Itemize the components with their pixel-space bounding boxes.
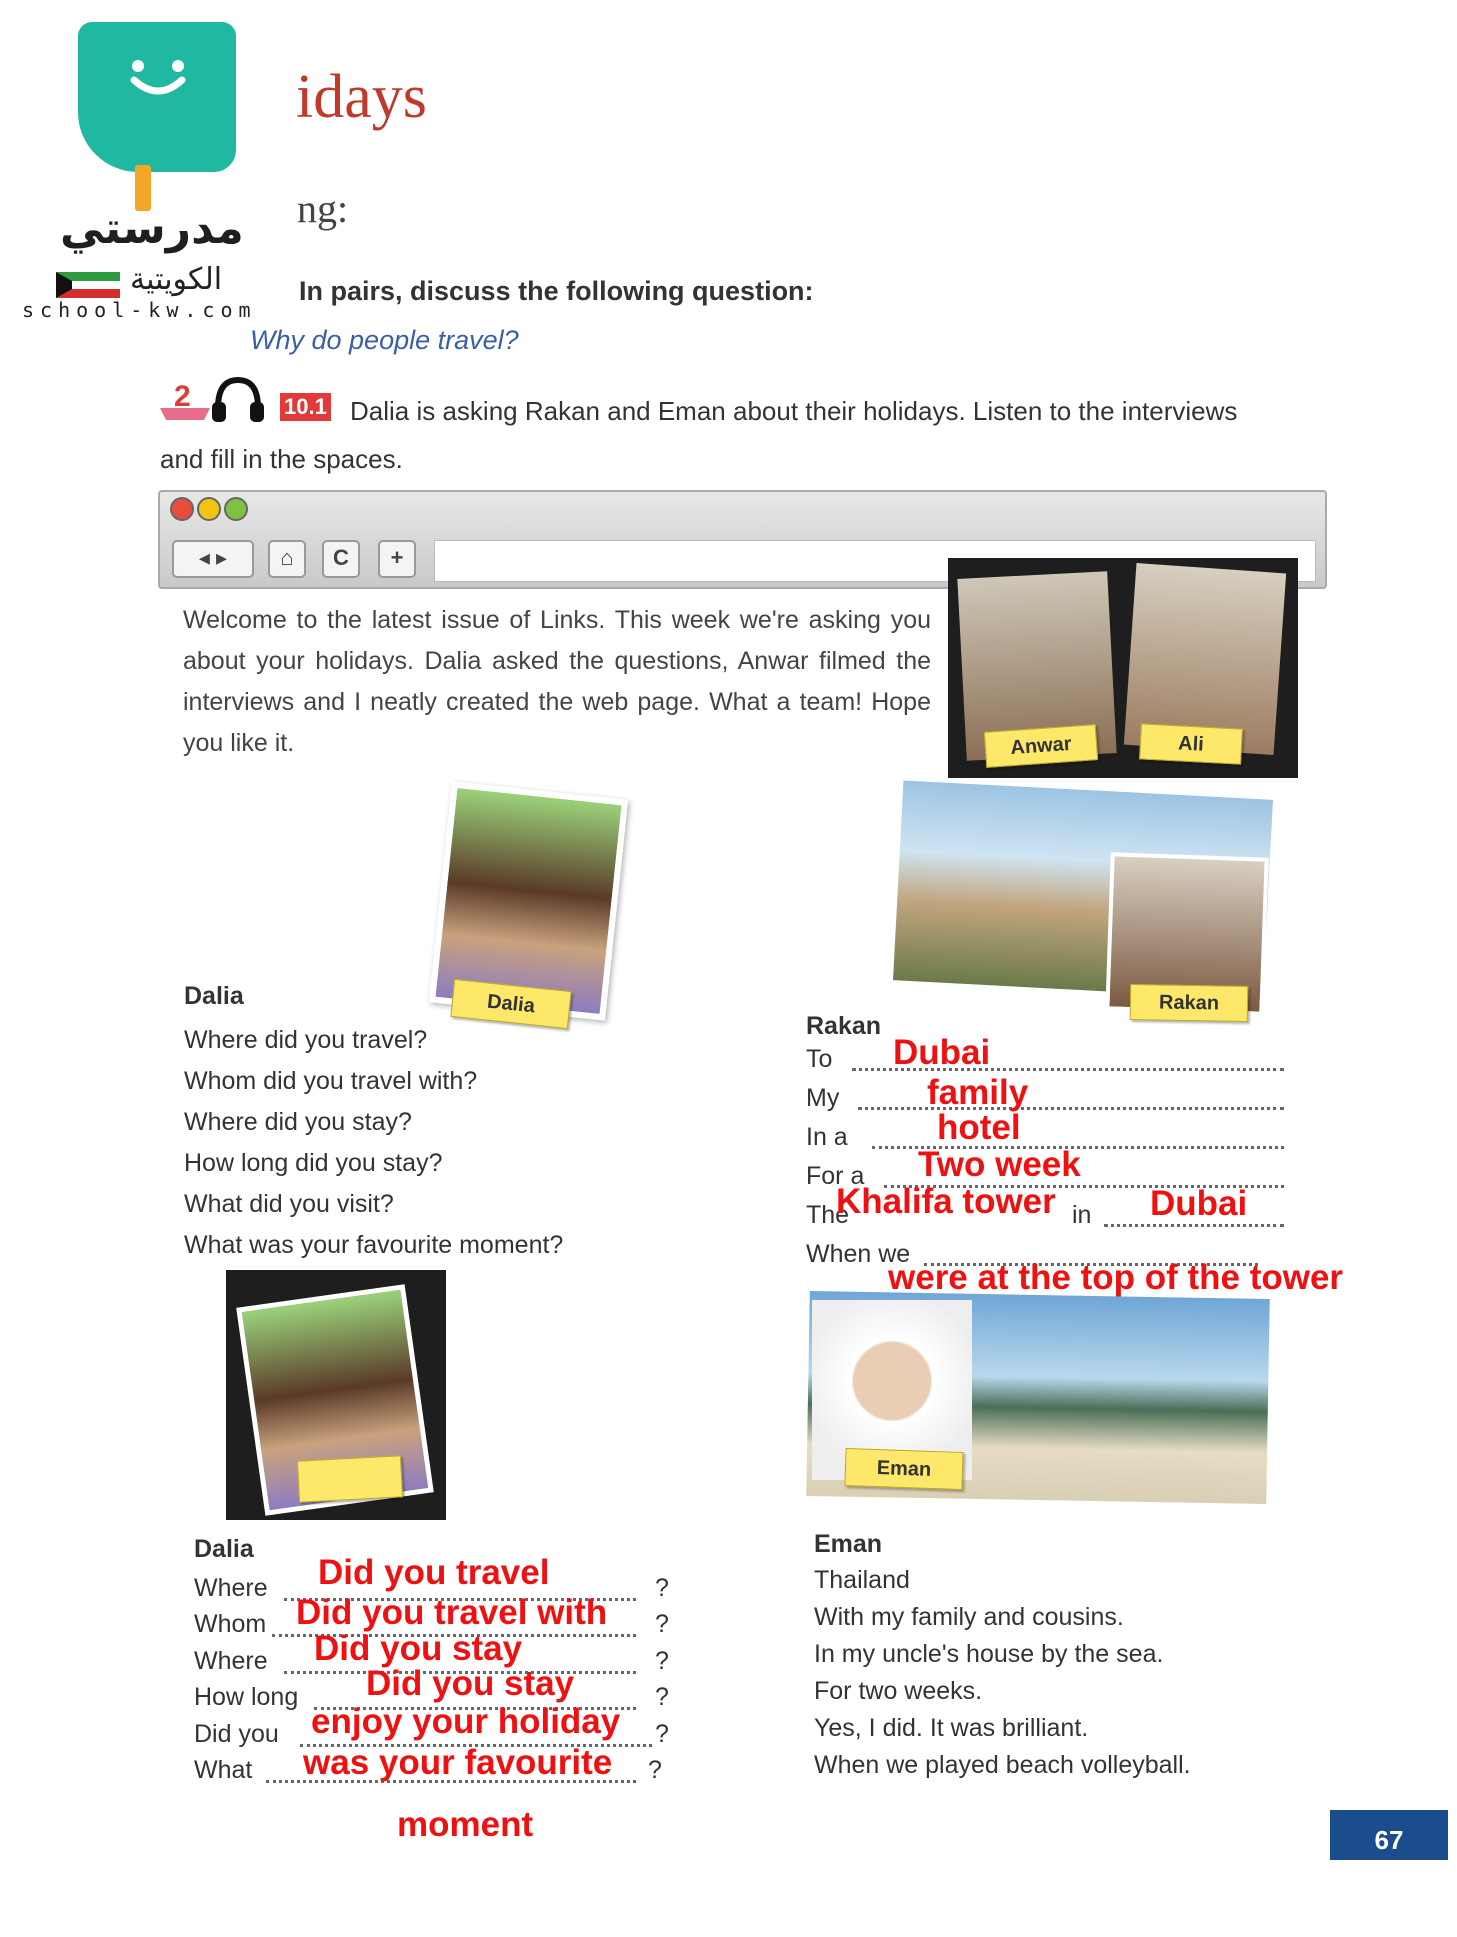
rakan-answer-the: Khalifa tower — [836, 1182, 1056, 1221]
question-mark: ? — [655, 1720, 669, 1748]
dalia-answer: Did you stay — [366, 1664, 575, 1703]
eman-answer: Yes, I did. It was brilliant. — [814, 1714, 1089, 1742]
dalia-tag: Dalia — [450, 979, 571, 1029]
maximize-dot-icon — [224, 497, 248, 521]
rakan-answer-when-we: were at the top of the tower — [888, 1258, 1344, 1297]
close-dot-icon — [170, 497, 194, 521]
kuwait-flag-icon — [56, 272, 120, 298]
smile-icon — [130, 58, 186, 98]
dalia-answer: was your favourite — [303, 1743, 613, 1782]
eman-answer: In my uncle's house by the sea. — [814, 1640, 1164, 1668]
dalia-question-list — [184, 1020, 563, 1266]
eman-name: Eman — [814, 1530, 883, 1558]
rakan-prompt-for-a: For a — [806, 1162, 865, 1190]
eman-answer-list — [814, 1562, 1191, 1784]
rakan-tag: Rakan — [1130, 984, 1249, 1022]
dalia-fill-prompt: Where — [194, 1647, 268, 1675]
dalia-question: Where did you stay? — [184, 1108, 412, 1136]
dalia-fill-prompt: Where — [194, 1574, 268, 1602]
exercise-number-icon — [160, 380, 210, 420]
eman-tag: Eman — [844, 1448, 963, 1490]
dalia-answer: Did you stay — [314, 1629, 523, 1668]
dalia-question: Where did you travel? — [184, 1026, 428, 1054]
dalia-question: What did you visit? — [184, 1190, 394, 1218]
dalia-answer-extra: moment — [397, 1805, 534, 1844]
logo-arabic-name: مدرستي — [60, 203, 244, 254]
headphones-icon — [210, 374, 266, 424]
dalia-answer: Did you travel — [318, 1553, 550, 1592]
answer-line — [858, 1107, 1284, 1110]
page-title: idays — [296, 63, 427, 131]
exercise-number: 2 — [174, 380, 191, 413]
minimize-dot-icon — [197, 497, 221, 521]
rakan-prompt-to: To — [806, 1045, 833, 1073]
rakan-prompt-when-we: When we — [806, 1240, 911, 1268]
ali-tag: Ali — [1139, 723, 1243, 764]
question-mark: ? — [655, 1574, 669, 1602]
dalia-question: How long did you stay? — [184, 1149, 443, 1177]
dalia-fill-prompt: What — [194, 1756, 253, 1784]
rakan-prompt-the: The — [806, 1201, 850, 1229]
answer-line — [1104, 1224, 1284, 1227]
rakan-name: Rakan — [806, 1012, 882, 1040]
dalia-fill-prompt: Did you — [194, 1720, 279, 1748]
exercise2-instruction-cont: and fill in the spaces. — [160, 444, 403, 474]
rakan-prompt-in-a: In a — [806, 1123, 848, 1151]
dalia-fill-prompt: How long — [194, 1683, 299, 1711]
add-tab-icon: + — [378, 540, 416, 578]
exercise2-instruction: Dalia is asking Rakan and Eman about their holidays. Listen to the interviews — [350, 396, 1238, 426]
dalia-question: What was your favourite moment? — [184, 1231, 564, 1259]
rakan-prompt-my: My — [806, 1084, 840, 1112]
intro-paragraph: Welcome to the latest issue of Links. This week we're asking you about your holidays. Dalia asked the questions, Anwar filmed the interviews and I neatly created the web page. What a team! Hope you like it. — [183, 606, 931, 757]
rakan-answer-my: family — [927, 1073, 1029, 1112]
audio-track-number: 10.1 — [280, 393, 331, 421]
dalia-name: Dalia — [184, 982, 244, 1010]
question-mark: ? — [655, 1683, 669, 1711]
rakan-prompt-in: in — [1072, 1201, 1092, 1229]
question-mark: ? — [655, 1610, 669, 1638]
blank-name-tag — [297, 1455, 403, 1502]
question-mark: ? — [655, 1647, 669, 1675]
page-number: 67 — [1330, 1810, 1448, 1860]
home-icon: ⌂ — [268, 540, 306, 578]
refresh-icon: C — [322, 540, 360, 578]
eman-answer: With my family and cousins. — [814, 1603, 1124, 1631]
rakan-answer-to: Dubai — [893, 1033, 991, 1072]
eman-answer: Thailand — [814, 1566, 910, 1594]
rakan-answer-in: Dubai — [1150, 1184, 1248, 1223]
dalia-fill-prompt: Whom — [194, 1610, 267, 1638]
question-mark: ? — [648, 1756, 662, 1784]
section-heading: ng: — [297, 186, 349, 231]
dalia-answer: Did you travel with — [296, 1593, 608, 1632]
logo-arabic-sub: الكويتية — [130, 262, 223, 297]
dalia-fill-name: Dalia — [194, 1535, 254, 1563]
dalia-answer: enjoy your holiday — [311, 1702, 621, 1741]
rakan-answer-for-a: Two week — [918, 1145, 1081, 1184]
logo-url: school-kw.com — [22, 298, 257, 322]
dalia-question: Whom did you travel with? — [184, 1067, 478, 1095]
anwar-tag: Anwar — [984, 724, 1098, 768]
exercise1-instruction: In pairs, discuss the following question: — [299, 276, 814, 306]
exercise1-question: Why do people travel? — [250, 325, 519, 355]
rakan-answer-in-a: hotel — [937, 1108, 1021, 1147]
eman-answer: For two weeks. — [814, 1677, 983, 1705]
back-forward-button: ◂ ▸ — [172, 540, 254, 578]
eman-answer: When we played beach volleyball. — [814, 1751, 1191, 1779]
